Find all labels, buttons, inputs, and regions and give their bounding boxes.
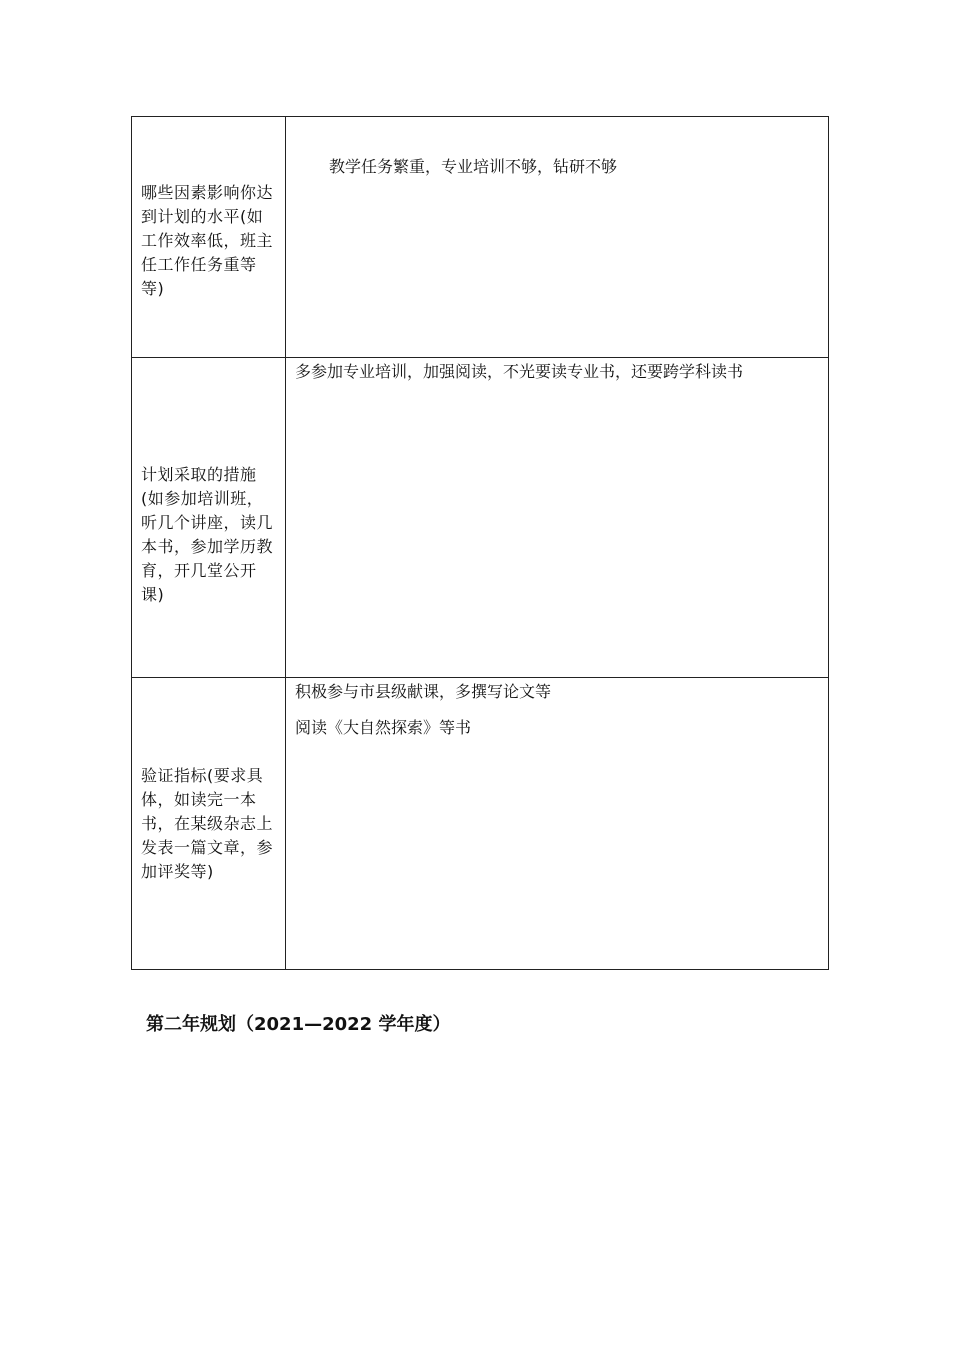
row-content-cell (286, 358, 829, 678)
row-content-line: 积极参与市县级献课，多撰写论文等 (295, 682, 552, 701)
row-label-cell (132, 358, 286, 678)
row-label: 验证指标(要求具 体，如读完一本 书，在某级杂志上 发表一篇文章，参 加评奖等) (141, 765, 274, 881)
row-label-cell (132, 678, 286, 970)
row-label: 计划采取的措施 (如参加培训班， 听几个讲座，读几 本书，参加学历教 育，开几堂公开 课) (141, 464, 274, 604)
section-heading: 第二年规划（2021—2022 学年度） (146, 1014, 451, 1035)
row-content-cell (286, 117, 829, 358)
table-row (132, 358, 829, 678)
row-label-cell (132, 117, 286, 358)
table-row (132, 117, 829, 358)
row-content-line: 多参加专业培训，加强阅读，不光要读专业书，还要跨学科读书 (295, 362, 744, 381)
row-label: 哪些因素影响你达 到计划的水平(如 工作效率低，班主 任工作任务重等 等) (141, 183, 274, 298)
row-content-line: 教学任务繁重，专业培训不够，钻研不够 (329, 157, 618, 176)
plan-table (131, 116, 829, 970)
row-content-cell (286, 678, 829, 970)
row-content-line: 阅读《大自然探索》等书 (295, 718, 472, 737)
table-row (132, 678, 829, 970)
